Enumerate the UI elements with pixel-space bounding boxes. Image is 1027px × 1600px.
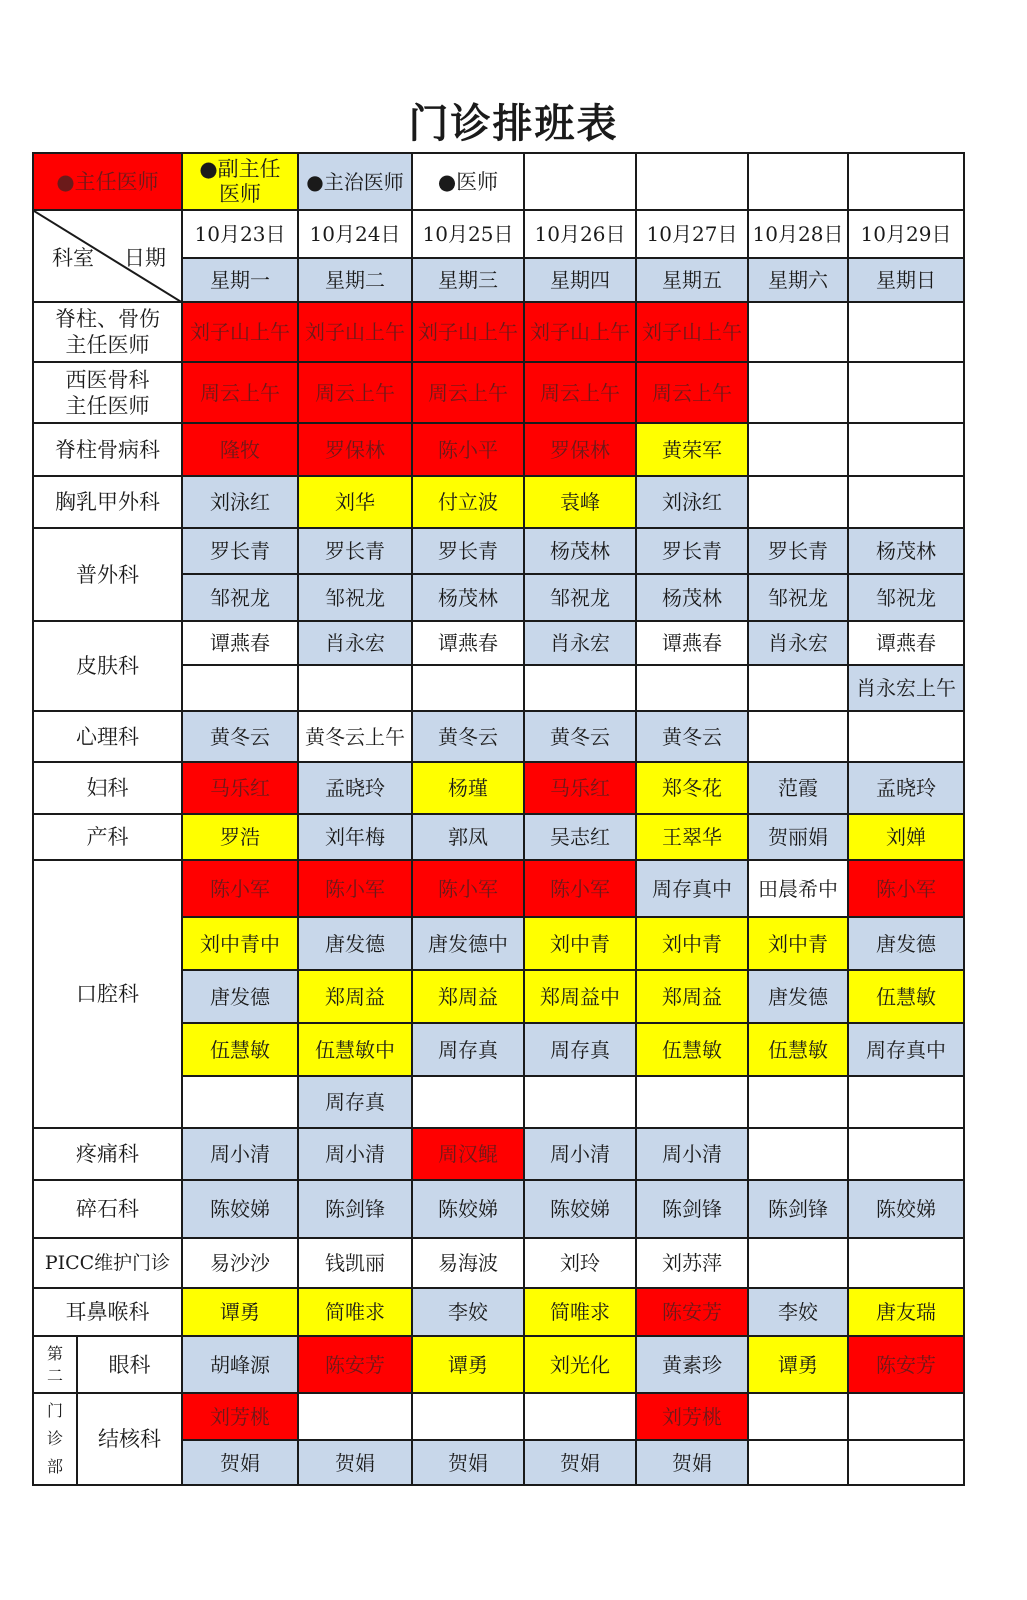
- schedule-cell: 罗长青: [298, 528, 412, 574]
- dept-tuberculosis: 结核科: [98, 1427, 161, 1451]
- schedule-cell: 伍慧敏: [848, 970, 964, 1023]
- schedule-cell: 隆牧: [182, 423, 298, 476]
- second-clinic-char: 诊: [46, 1429, 63, 1448]
- schedule-cell: 邹祝龙: [524, 574, 636, 621]
- schedule-cell: 刘子山上午: [182, 302, 298, 362]
- schedule-cell: 杨茂林: [848, 528, 964, 574]
- schedule-cell: 唐发德: [182, 970, 298, 1023]
- legend-physician: ●医师: [412, 153, 524, 210]
- schedule-cell: 唐发德: [848, 917, 964, 970]
- schedule-cell: 谭燕春: [636, 621, 748, 665]
- schedule-cell: [524, 665, 636, 711]
- schedule-cell: 刘子山上午: [298, 302, 412, 362]
- date-cell: 10月27日: [636, 210, 748, 258]
- schedule-cell: 杨茂林: [524, 528, 636, 574]
- schedule-cell: 刘芳桃: [636, 1393, 748, 1440]
- schedule-cell: 贺娟: [524, 1440, 636, 1485]
- schedule-cell: 陈剑锋: [636, 1180, 748, 1238]
- second-clinic-char: 二: [46, 1365, 63, 1385]
- schedule-cell: 黄冬云: [524, 711, 636, 762]
- schedule-cell: 肖永宏: [524, 621, 636, 665]
- schedule-cell: 刘子山上午: [412, 302, 524, 362]
- schedule-cell: 周小清: [182, 1128, 298, 1180]
- schedule-cell: 周汉鲲: [412, 1128, 524, 1180]
- schedule-cell: 刘玲: [524, 1238, 636, 1288]
- schedule-cell: 陈姣娣: [848, 1180, 964, 1238]
- dept-stomatology: 口腔科: [33, 860, 182, 1128]
- schedule-cell: 马乐红: [182, 762, 298, 814]
- schedule-cell: 邹祝龙: [848, 574, 964, 621]
- schedule-cell: 罗长青: [748, 528, 848, 574]
- schedule-cell: 周存真: [524, 1023, 636, 1076]
- schedule-cell: 谭燕春: [412, 621, 524, 665]
- schedule-cell: 周云上午: [636, 362, 748, 423]
- schedule-cell: 周存真中: [848, 1023, 964, 1076]
- dept-line: 西医骨科: [65, 367, 150, 392]
- schedule-cell: [412, 1393, 524, 1440]
- weekday-cell: 星期二: [298, 258, 412, 302]
- schedule-cell: 简唯求: [524, 1288, 636, 1336]
- schedule-cell: 杨瑾: [412, 762, 524, 814]
- row-stomatology-1: [33, 860, 964, 917]
- dept-western-ortho: [33, 362, 182, 423]
- weekday-cell: 星期五: [636, 258, 748, 302]
- dept-group-ophthalmology: [33, 1336, 182, 1393]
- schedule-cell: [748, 1393, 848, 1440]
- schedule-cell: 马乐红: [524, 762, 636, 814]
- schedule-cell: 刘年梅: [298, 814, 412, 860]
- schedule-cell: [636, 1076, 748, 1128]
- legend-row: [33, 153, 964, 210]
- dept-gynecology: 妇科: [33, 762, 182, 814]
- schedule-cell: 郑周益: [636, 970, 748, 1023]
- schedule-cell: 罗长青: [412, 528, 524, 574]
- schedule-cell: 贺丽娟: [748, 814, 848, 860]
- row-spine-bone: [33, 423, 964, 476]
- row-ophthalmology: [33, 1336, 964, 1393]
- schedule-cell: [182, 665, 298, 711]
- row-gynecology: [33, 762, 964, 814]
- schedule-cell: 罗长青: [636, 528, 748, 574]
- row-obstetrics: [33, 814, 964, 860]
- schedule-cell: 孟晓玲: [848, 762, 964, 814]
- schedule-cell: 陈小军: [182, 860, 298, 917]
- schedule-cell: 袁峰: [524, 476, 636, 528]
- dept-obstetrics: 产科: [33, 814, 182, 860]
- schedule-cell: 刘子山上午: [524, 302, 636, 362]
- legend-attending: ●主治医师: [298, 153, 412, 210]
- dept-ent: 耳鼻喉科: [33, 1288, 182, 1336]
- schedule-cell: 陈安芳: [298, 1336, 412, 1393]
- schedule-cell: [848, 711, 964, 762]
- dept-line: 主任医师: [65, 393, 150, 418]
- schedule-cell: 伍慧敏: [636, 1023, 748, 1076]
- dept-group-tuberculosis: [33, 1393, 182, 1485]
- legend-empty: [748, 153, 848, 210]
- weekday-cell: 星期六: [748, 258, 848, 302]
- schedule-cell: 郑周益: [412, 970, 524, 1023]
- weekday-cell: 星期四: [524, 258, 636, 302]
- schedule-cell: 李姣: [748, 1288, 848, 1336]
- schedule-cell: 刘子山上午: [636, 302, 748, 362]
- schedule-cell: [848, 362, 964, 423]
- schedule-cell: 罗长青: [182, 528, 298, 574]
- legend-empty: [636, 153, 748, 210]
- schedule-cell: 肖永宏: [748, 621, 848, 665]
- legend-empty: [848, 153, 964, 210]
- schedule-cell: 杨茂林: [636, 574, 748, 621]
- row-spine-trauma: [33, 302, 964, 362]
- schedule-cell: 刘泳红: [636, 476, 748, 528]
- schedule-cell: [298, 665, 412, 711]
- schedule-cell: 唐友瑞: [848, 1288, 964, 1336]
- schedule-cell: 伍慧敏: [748, 1023, 848, 1076]
- schedule-cell: 孟晓玲: [298, 762, 412, 814]
- schedule-cell: 陈姣娣: [182, 1180, 298, 1238]
- schedule-cell: 伍慧敏中: [298, 1023, 412, 1076]
- schedule-cell: 肖永宏: [298, 621, 412, 665]
- date-label: 日期: [124, 246, 166, 270]
- schedule-cell: 郑周益: [298, 970, 412, 1023]
- schedule-cell: 易海波: [412, 1238, 524, 1288]
- schedule-cell: 刘光化: [524, 1336, 636, 1393]
- legend-deputy-line2: 医师: [219, 181, 261, 206]
- schedule-cell: 唐发德中: [412, 917, 524, 970]
- schedule-cell: 周小清: [636, 1128, 748, 1180]
- schedule-cell: [848, 423, 964, 476]
- schedule-cell: 范霞: [748, 762, 848, 814]
- schedule-cell: [748, 423, 848, 476]
- schedule-cell: 肖永宏上午: [848, 665, 964, 711]
- schedule-cell: 陈小军: [848, 860, 964, 917]
- legend-empty: [524, 153, 636, 210]
- schedule-cell: 杨茂林: [412, 574, 524, 621]
- schedule-cell: 周云上午: [524, 362, 636, 423]
- dept-psychology: 心理科: [33, 711, 182, 762]
- schedule-cell: 陈小军: [412, 860, 524, 917]
- row-ent: [33, 1288, 964, 1336]
- schedule-cell: 周存真: [412, 1023, 524, 1076]
- schedule-cell: 唐发德: [748, 970, 848, 1023]
- schedule-cell: [524, 1393, 636, 1440]
- schedule-cell: 刘中青中: [182, 917, 298, 970]
- schedule-cell: [848, 302, 964, 362]
- schedule-cell: 周存真中: [636, 860, 748, 917]
- schedule-cell: 邹祝龙: [298, 574, 412, 621]
- schedule-cell: [748, 302, 848, 362]
- schedule-cell: [748, 1076, 848, 1128]
- date-cell: 10月24日: [298, 210, 412, 258]
- schedule-cell: [524, 1076, 636, 1128]
- dept-pain: 疼痛科: [33, 1128, 182, 1180]
- row-pain: [33, 1128, 964, 1180]
- schedule-cell: [748, 1440, 848, 1485]
- schedule-cell: [636, 665, 748, 711]
- page-title: 门诊排班表: [408, 101, 619, 147]
- schedule-cell: 易沙沙: [182, 1238, 298, 1288]
- schedule-cell: 黄素珍: [636, 1336, 748, 1393]
- schedule-cell: [182, 1076, 298, 1128]
- schedule-cell: [748, 362, 848, 423]
- schedule-cell: [848, 476, 964, 528]
- schedule-cell: 刘中青: [636, 917, 748, 970]
- schedule-cell: 黄冬云: [636, 711, 748, 762]
- schedule-cell: 郭凤: [412, 814, 524, 860]
- weekday-cell: 星期日: [848, 258, 964, 302]
- schedule-cell: 谭勇: [182, 1288, 298, 1336]
- schedule-cell: 李姣: [412, 1288, 524, 1336]
- date-cell: 10月26日: [524, 210, 636, 258]
- schedule-cell: 田晨希中: [748, 860, 848, 917]
- schedule-cell: 唐发德: [298, 917, 412, 970]
- schedule-cell: 陈安芳: [848, 1336, 964, 1393]
- schedule-cell: 陈剑锋: [298, 1180, 412, 1238]
- schedule-cell: [748, 665, 848, 711]
- second-clinic-label: [34, 1394, 78, 1484]
- dept-lithotripsy: 碎石科: [33, 1180, 182, 1238]
- schedule-cell: [748, 1128, 848, 1180]
- schedule-cell: 贺娟: [412, 1440, 524, 1485]
- dept-spine-bone: 脊柱骨病科: [33, 423, 182, 476]
- schedule-table: [32, 152, 965, 1486]
- schedule-cell: 伍慧敏: [182, 1023, 298, 1076]
- schedule-cell: [848, 1440, 964, 1485]
- legend-deputy: [182, 153, 298, 210]
- date-row: [33, 210, 964, 258]
- schedule-cell: 刘婵: [848, 814, 964, 860]
- dept-label: 科室: [52, 246, 94, 270]
- schedule-cell: 刘芳桃: [182, 1393, 298, 1440]
- schedule-cell: 周小清: [524, 1128, 636, 1180]
- schedule-cell: 谭燕春: [182, 621, 298, 665]
- row-western-ortho: [33, 362, 964, 423]
- schedule-cell: 陈小平: [412, 423, 524, 476]
- schedule-cell: 周云上午: [412, 362, 524, 423]
- schedule-cell: [748, 1238, 848, 1288]
- schedule-cell: 郑周益中: [524, 970, 636, 1023]
- schedule-cell: 贺娟: [298, 1440, 412, 1485]
- schedule-cell: 郑冬花: [636, 762, 748, 814]
- schedule-cell: 谭勇: [412, 1336, 524, 1393]
- schedule-cell: [848, 1128, 964, 1180]
- schedule-cell: 钱凯丽: [298, 1238, 412, 1288]
- second-clinic-char: 门: [46, 1401, 63, 1420]
- schedule-cell: 邹祝龙: [182, 574, 298, 621]
- row-tuberculosis-1: [33, 1393, 964, 1440]
- legend-chief: ●主任医师: [33, 153, 182, 210]
- schedule-cell: 简唯求: [298, 1288, 412, 1336]
- schedule-cell: 陈剑锋: [748, 1180, 848, 1238]
- schedule-cell: 黄荣军: [636, 423, 748, 476]
- dept-general-surgery: 普外科: [33, 528, 182, 621]
- schedule-cell: 刘泳红: [182, 476, 298, 528]
- date-cell: 10月23日: [182, 210, 298, 258]
- schedule-cell: 付立波: [412, 476, 524, 528]
- schedule-cell: 周小清: [298, 1128, 412, 1180]
- weekday-cell: 星期一: [182, 258, 298, 302]
- second-clinic-char: 部: [46, 1457, 63, 1476]
- dept-spine-trauma: [33, 302, 182, 362]
- schedule-cell: 陈姣娣: [412, 1180, 524, 1238]
- schedule-cell: 周云上午: [298, 362, 412, 423]
- schedule-cell: 贺娟: [636, 1440, 748, 1485]
- schedule-cell: 周存真: [298, 1076, 412, 1128]
- schedule-cell: 谭燕春: [848, 621, 964, 665]
- second-clinic-char: 第: [46, 1343, 63, 1363]
- header-corner: [33, 210, 182, 302]
- date-cell: 10月28日: [748, 210, 848, 258]
- row-psychology: [33, 711, 964, 762]
- second-clinic-label: [34, 1337, 78, 1392]
- schedule-cell: 邹祝龙: [748, 574, 848, 621]
- row-lithotripsy: [33, 1180, 964, 1238]
- schedule-cell: 王翠华: [636, 814, 748, 860]
- dept-dermatology: 皮肤科: [33, 621, 182, 711]
- schedule-cell: 胡峰源: [182, 1336, 298, 1393]
- schedule-cell: 谭勇: [748, 1336, 848, 1393]
- schedule-cell: [848, 1076, 964, 1128]
- schedule-cell: 黄冬云: [182, 711, 298, 762]
- schedule-cell: 陈姣娣: [524, 1180, 636, 1238]
- dept-thyroid-breast: 胸乳甲外科: [33, 476, 182, 528]
- schedule-cell: 陈小军: [524, 860, 636, 917]
- schedule-cell: 罗保林: [298, 423, 412, 476]
- schedule-cell: 周云上午: [182, 362, 298, 423]
- schedule-cell: 刘华: [298, 476, 412, 528]
- row-general-surgery-1: [33, 528, 964, 574]
- schedule-cell: 陈安芳: [636, 1288, 748, 1336]
- schedule-cell: 黄冬云上午: [298, 711, 412, 762]
- schedule-cell: 刘中青: [524, 917, 636, 970]
- schedule-cell: [848, 1393, 964, 1440]
- schedule-cell: [412, 665, 524, 711]
- schedule-cell: 罗浩: [182, 814, 298, 860]
- row-picc: [33, 1238, 964, 1288]
- schedule-cell: [412, 1076, 524, 1128]
- schedule-cell: 罗保林: [524, 423, 636, 476]
- schedule-cell: 刘中青: [748, 917, 848, 970]
- schedule-cell: 贺娟: [182, 1440, 298, 1485]
- schedule-cell: 陈小军: [298, 860, 412, 917]
- dept-ophthalmology: 眼科: [108, 1352, 151, 1377]
- schedule-cell: [848, 1238, 964, 1288]
- dept-line: 脊柱、骨伤: [55, 307, 160, 331]
- legend-deputy-line1: ●副主任: [199, 156, 281, 181]
- schedule-cell: 黄冬云: [412, 711, 524, 762]
- row-thyroid-breast: [33, 476, 964, 528]
- schedule-cell: [748, 476, 848, 528]
- date-cell: 10月29日: [848, 210, 964, 258]
- dept-picc: PICC维护门诊: [33, 1238, 182, 1288]
- row-dermatology-1: [33, 621, 964, 665]
- schedule-cell: [298, 1393, 412, 1440]
- dept-line: 主任医师: [65, 333, 150, 357]
- schedule-cell: 刘苏萍: [636, 1238, 748, 1288]
- schedule-cell: 吴志红: [524, 814, 636, 860]
- weekday-cell: 星期三: [412, 258, 524, 302]
- schedule-cell: [748, 711, 848, 762]
- date-cell: 10月25日: [412, 210, 524, 258]
